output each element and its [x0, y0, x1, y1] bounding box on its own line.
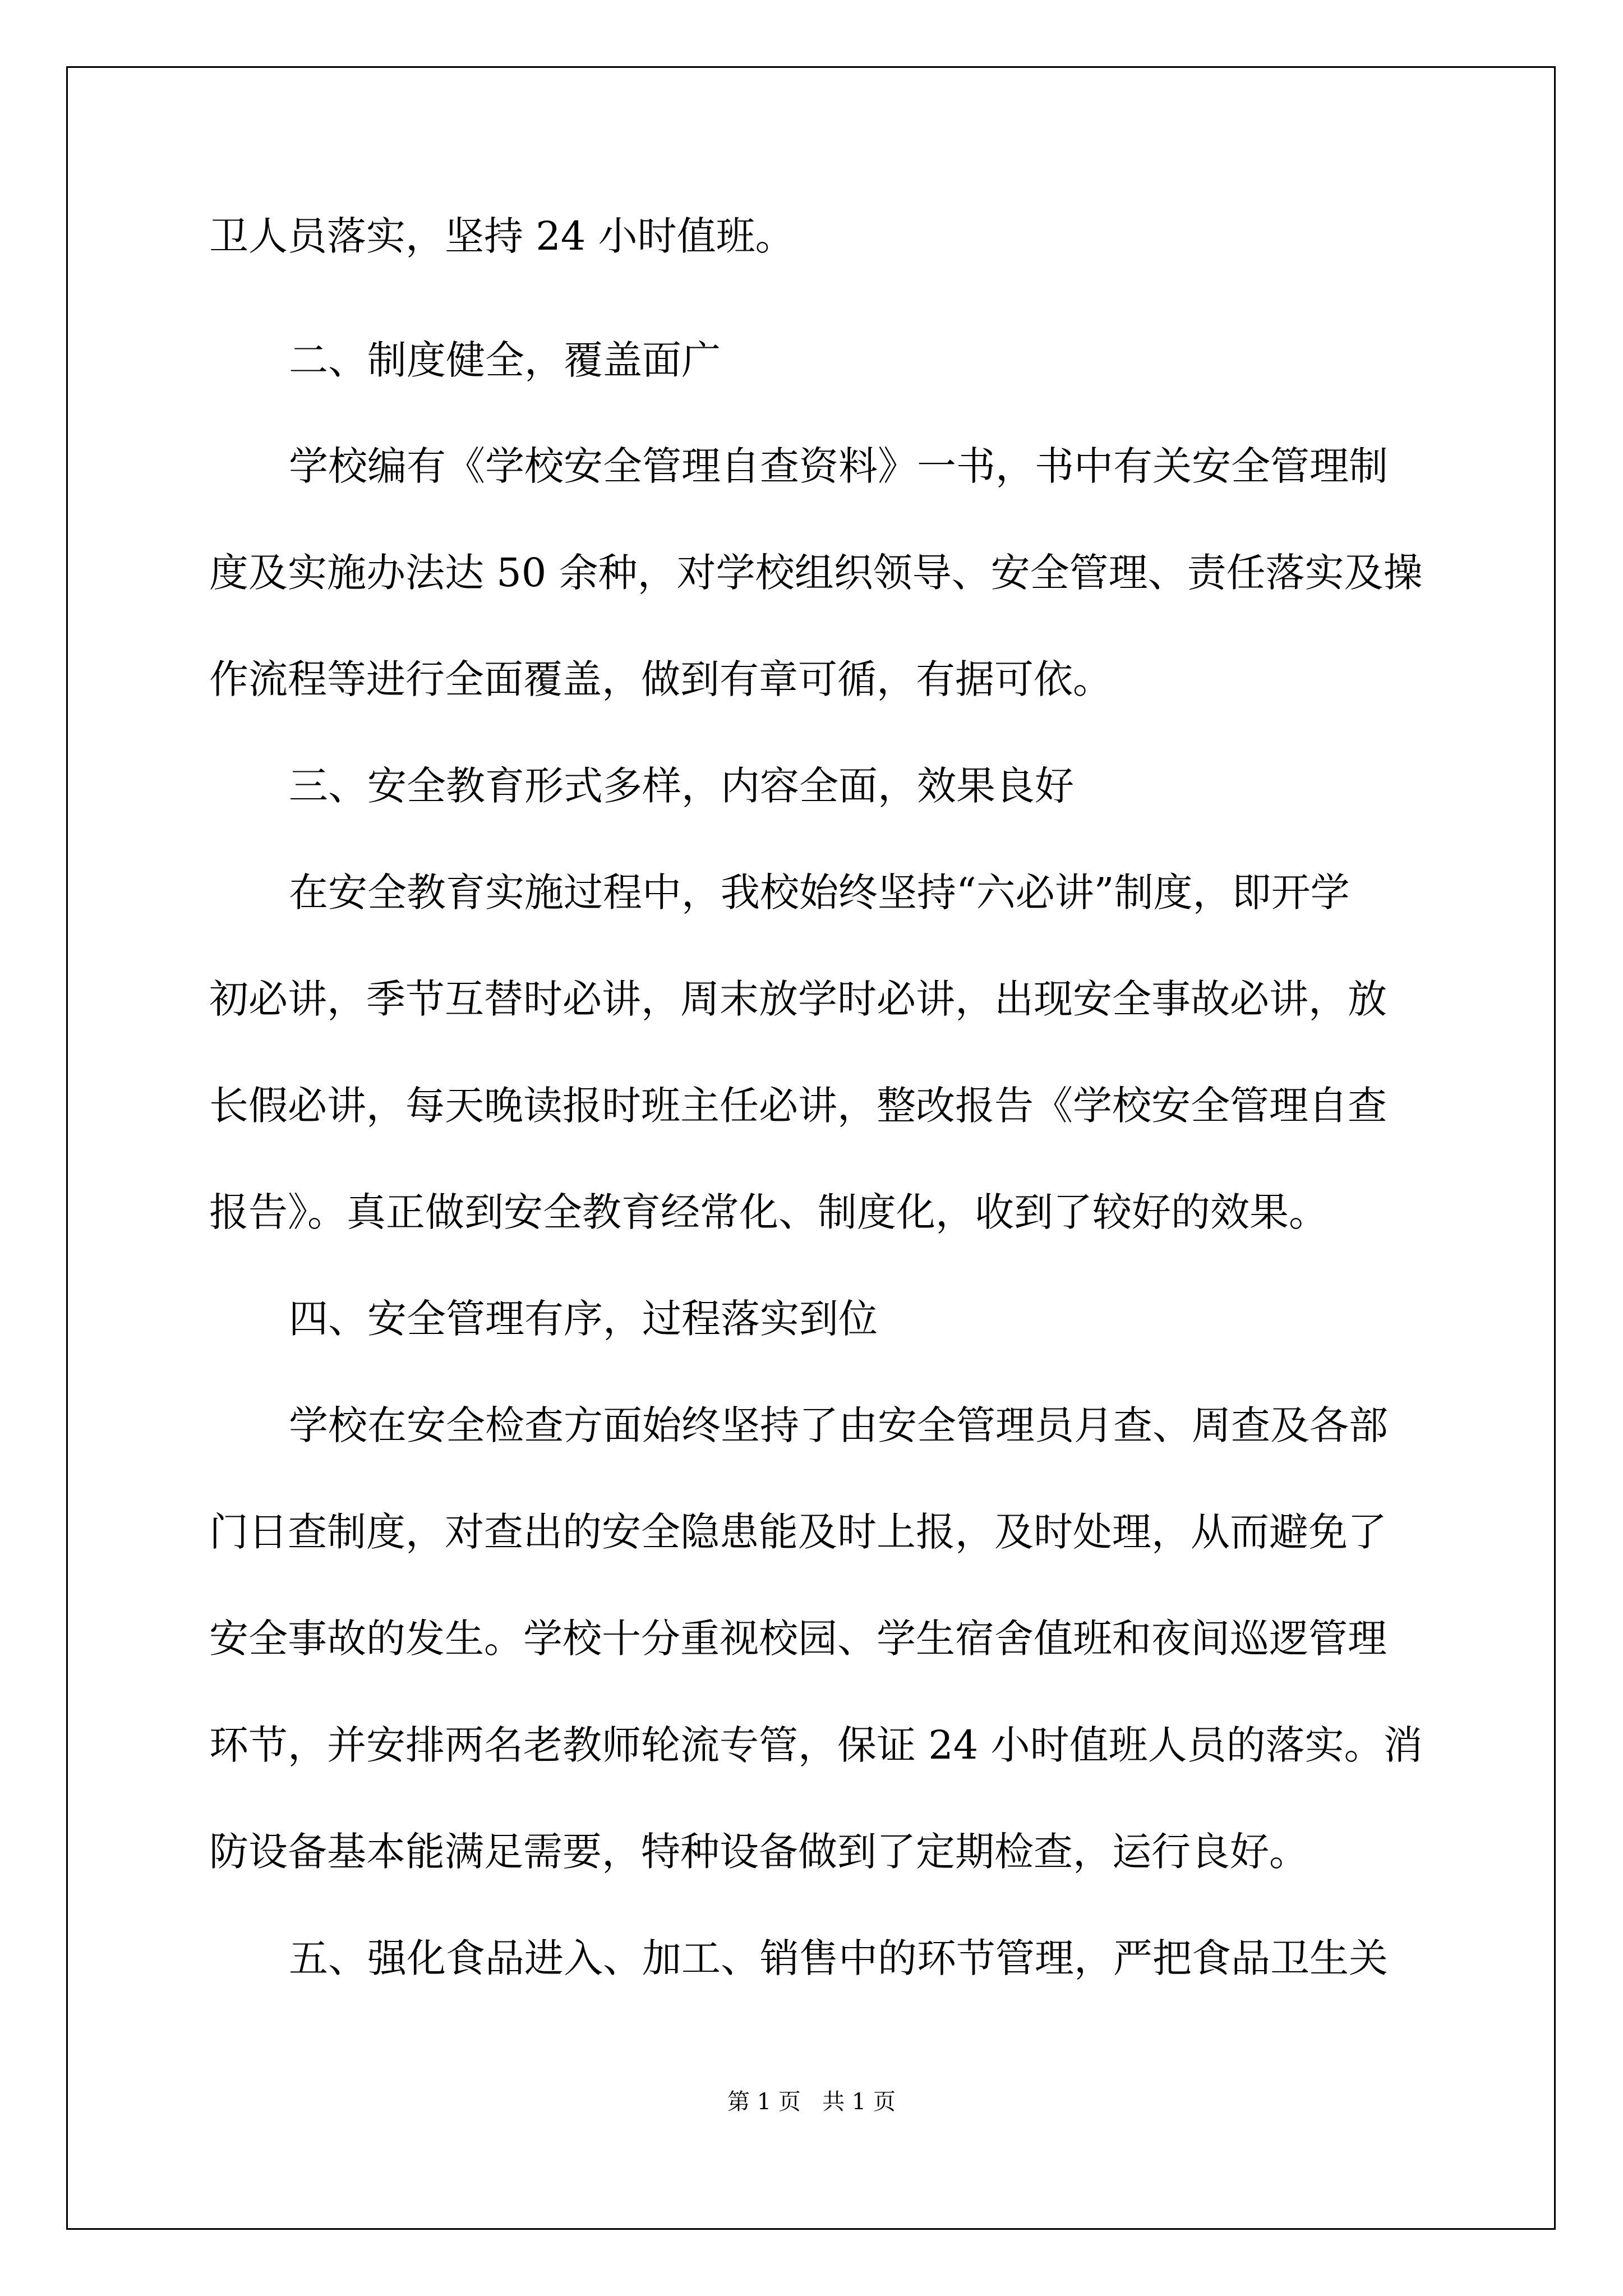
text-line: 防设备基本能满足需要，特种设备做到了定期检查，运行良好。	[209, 1829, 1308, 1875]
page-footer: 第 1 页 共 1 页	[727, 2089, 896, 2115]
text-line: 度及实施办法达 50 余种，对学校组织领导、安全管理、责任落实及操	[209, 550, 1423, 596]
text-line: 环节，并安排两名老教师轮流专管，保证 24 小时值班人员的落实。消	[209, 1722, 1423, 1768]
section-heading: 五、强化食品进入、加工、销售中的环节管理，严把食品卫生关	[289, 1935, 1388, 1981]
text-line: 作流程等进行全面覆盖，做到有章可循，有据可依。	[209, 656, 1112, 702]
text-line: 报告》。真正做到安全教育经常化、制度化，收到了较好的效果。	[209, 1189, 1328, 1235]
section-heading: 三、安全教育形式多样，内容全面，效果良好	[289, 763, 1074, 809]
text-line: 安全事故的发生。学校十分重视校园、学生宿舍值班和夜间巡逻管理	[209, 1616, 1387, 1662]
text-line: 卫人员落实，坚持 24 小时值班。	[209, 213, 795, 259]
text-line: 学校在安全检查方面始终坚持了由安全管理员月查、周查及各部	[289, 1402, 1388, 1448]
section-heading: 四、安全管理有序，过程落实到位	[289, 1296, 878, 1342]
text-line: 门日查制度，对查出的安全隐患能及时上报，及时处理，从而避免了	[209, 1509, 1387, 1555]
text-line: 初必讲，季节互替时必讲，周末放学时必讲，出现安全事故必讲，放	[209, 976, 1387, 1022]
text-line: 在安全教育实施过程中，我校始终坚持“六必讲”制度，即开学	[289, 869, 1350, 915]
text-line: 长假必讲，每天晚读报时班主任必讲，整改报告《学校安全管理自查	[209, 1083, 1387, 1129]
text-line: 学校编有《学校安全管理自查资料》一书，书中有关安全管理制	[289, 443, 1388, 489]
section-heading: 二、制度健全，覆盖面广	[289, 337, 721, 383]
